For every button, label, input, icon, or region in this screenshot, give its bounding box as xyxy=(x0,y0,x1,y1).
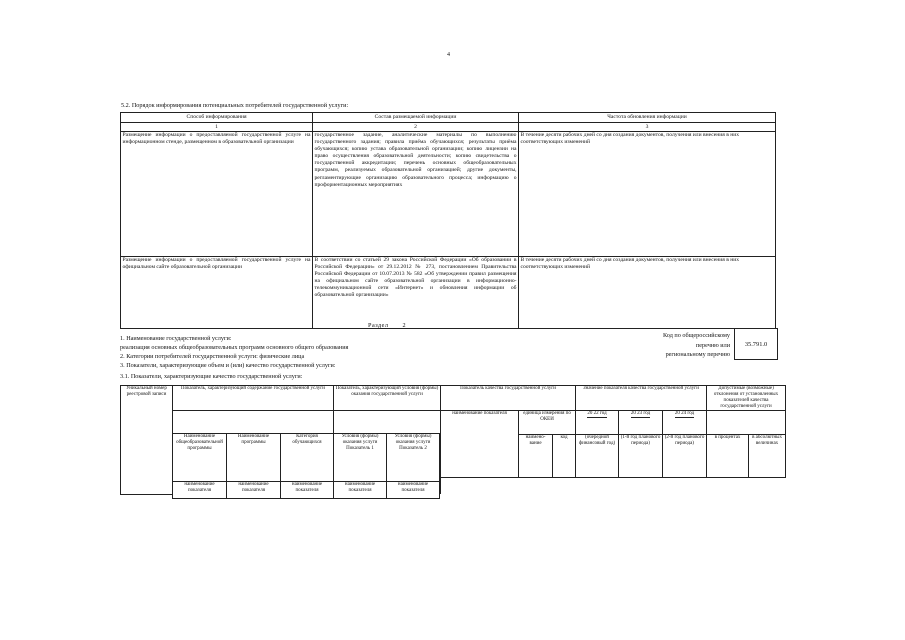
row2-frequency: В течение десяти рабочих дней со дня создания документов, получения или внесения в них соответствующих изменений xyxy=(519,257,776,329)
service-name-value: реализация основных общеобразовательных программ основного общего образования xyxy=(120,344,349,351)
section-label: Раздел xyxy=(368,322,389,329)
bottom-label-4: наименование показателя xyxy=(334,482,387,499)
consumer-categories: 2. Категории потребителей государственной услуги: физические лица xyxy=(120,353,305,360)
row1-content: государственное задание, аналитические материалы по выполнению государственного задания; правила приёма обучающихся; результаты приёма обучающихся; копию устава образовательной организации; копию лицензии на право осуществления образовательной деятельности; копию свидетельства о государственной аккредитации; перечень основных общеобразовательных программ, реализуемых образовательной организацией; другие документы, регламентирующие организацию образовательного процесса; информацию о профориентационных мероприятиях xyxy=(313,132,519,257)
row1-method: Размещение информации о предоставляемой государственной услуге на информационном стенде, размещенном в образовательной организации xyxy=(121,132,313,257)
unit-header: единица измерения по ОКЕИ xyxy=(519,411,576,435)
year-3-header: 20 24 год xyxy=(663,411,707,435)
unit-code-header: код xyxy=(553,435,576,478)
deviation-absolute-header: в абсолютных величинах xyxy=(749,435,786,478)
row1-frequency: В течение десяти рабочих дней со дня создания документов, получения или внесения в них соответствующих изменений xyxy=(519,132,776,257)
quality-indicator-header: Показатель качества государственной услуги xyxy=(441,386,576,411)
deviation-percent-header: в процентах xyxy=(707,435,749,478)
year-1-header: 20 22 год xyxy=(576,411,619,435)
year-1-note: (очередной финансовый год) xyxy=(576,435,619,478)
indicators-heading: 3. Показатели, характеризующие объем и (или) качество государственной услуги: xyxy=(120,362,336,369)
sub-content-program-name: Наименование программы xyxy=(227,434,281,482)
header-frequency: Частота обновления информации xyxy=(519,113,776,123)
header-content: Состав размещаемой информации xyxy=(313,113,519,123)
bottom-label-1: наименование показателя xyxy=(173,482,227,499)
row2-content: В соответствии со статьей 29 закона Российской Федерации «Об образовании в Российской Федерации» от 29.12.2012 № 273, постановлением Правительства Российской Федерации от 10.07.2013 № 582 «Об утверждении правил размещения на официальном сайте образовательной организации в информационно-телекоммуникационной сети «Интернет» и обновления информации об образовательной организации» xyxy=(313,257,519,329)
empty-row xyxy=(441,478,786,495)
information-table xyxy=(120,112,776,329)
year-2-note: (1-й год планового периода) xyxy=(619,435,663,478)
sub-content-category: Категория обучающихся xyxy=(281,434,334,482)
year-3-note: (2-й год планового периода) xyxy=(663,435,707,478)
page-number: 4 xyxy=(447,52,450,58)
deviation-header: Допустимые (возможные) отклонения от установленных показателей качества государственной услуги xyxy=(707,386,786,411)
registry-code-label: Код по общероссийскому перечню или региональному перечню xyxy=(662,332,730,358)
section-heading xyxy=(368,322,406,329)
row2-method: Размещение информации о предоставляемой государственной услуге на официальном сайте образовательной организации xyxy=(121,257,313,329)
section-5-2-heading: 5.2. Порядок информирования потенциальных потребителей государственной услуги: xyxy=(121,102,349,109)
col-number-3: 3 xyxy=(519,123,776,132)
unit-name-header: наимено-вание xyxy=(519,435,553,478)
unique-number-header: Уникальный номер реестровой записи xyxy=(121,386,173,495)
indicator-value-header: Значение показателя качества государственной услуги xyxy=(576,386,707,411)
indicator-name-header: наименование показателя xyxy=(441,411,519,478)
bottom-label-3: наименование показателя xyxy=(281,482,334,499)
sub-content-program: Наименование общеобразовательной программы xyxy=(173,434,227,482)
deviation-spacer xyxy=(707,411,786,435)
bottom-label-2: наименование показателя xyxy=(227,482,281,499)
col-number-1: 1 xyxy=(121,123,313,132)
sub-indicator-table xyxy=(172,433,440,499)
col-number-2: 2 xyxy=(313,123,519,132)
conditions-indicator-header: Показатель, характеризующий условия (формы) оказания государственной услуги xyxy=(334,386,441,411)
header-method: Способ информирования xyxy=(121,113,313,123)
section-number: 2 xyxy=(402,322,407,329)
registry-code-value: 35.791.0 xyxy=(734,328,778,360)
bottom-label-5: наименование показателя xyxy=(387,482,440,499)
service-name-label: 1. Наименование государственной услуги: xyxy=(120,335,232,342)
quality-indicators-heading: 3.1. Показатели, характеризующие качество государственной услуги: xyxy=(120,373,303,380)
sub-conditions-1: Условия (формы) оказания услуги Показатель 1 xyxy=(334,434,387,482)
year-2-header: 20 23 год xyxy=(619,411,663,435)
sub-conditions-2: Условия (формы) оказания услуги Показатель 2 xyxy=(387,434,440,482)
content-indicator-header: Показатель, характеризующий содержание государственной услуги xyxy=(173,386,334,411)
